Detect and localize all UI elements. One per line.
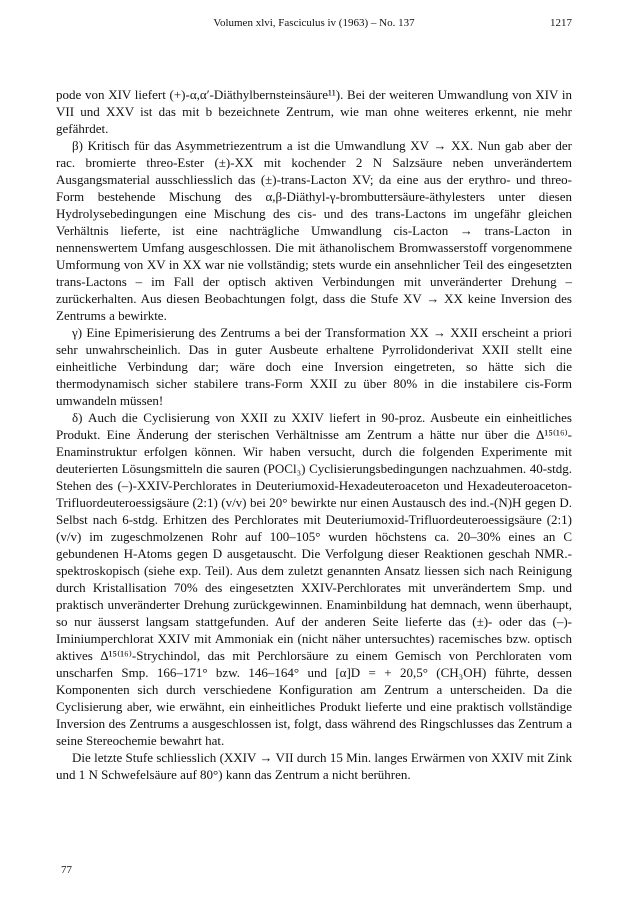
signature-mark: 77 xyxy=(61,864,72,876)
paragraph-gamma: γ) Eine Epimerisierung des Zentrums a bei der Transformation XX → XXII erscheint a priori sehr unwahrscheinlich. Das in guter Ausbeute erhaltene Pyrrolidonderivat XXII stellt eine einheitliche Verbindung dar; wäre doch eine Inversion eingetreten, so hätte sich die thermodynamisch sicher stabilere trans-Form XXII zu über 80% in die instabilere cis-Form umwandeln müssen! xyxy=(56,325,572,408)
paragraph-final-step: Die letzte Stufe schliesslich (XXIV → VII durch 15 Min. langes Erwärmen von XXIV mit Zink und 1 N Schwefelsäure auf 80°) kann das Zentrum a nicht berühren. xyxy=(56,750,572,782)
page-number: 1217 xyxy=(550,17,572,29)
paragraph-beta: β) Kritisch für das Asymmetriezentrum a ist die Umwandlung XV → XX. Nun gab aber der rac. bromierte threo-Ester (±)-XX mit kochender 2 N Salzsäure neben unverändertem Ausgangsmaterial ausschliesslich das (±)-trans-Lacton XV; da eine aus der erythro- und threo-Form bestehende Mischung des α,β-Diäthyl-γ-brombuttersäure-äthylesters unter diesen Hydrolysebedingungen eine Mischung des cis- und des trans-Lactons im ungefähr gleichen Verhältnis lieferte, ist eine nachträgliche Umwandlung cis-Lacton → trans-Lacton in nennenswertem Umfang ausgeschlossen. Die mit äthanolischem Bromwasserstoff vorgenommene Umformung von XV in XX war nie vollständig; stets wurde ein ansehnlicher Teil des eingesetzten trans-Lactons – im Fall der optisch aktiven Verbindungen mit unveränderter Drehung – zurückerhalten. Aus diesen Beobachtungen folgt, dass die Stufe XV → XX keine Inversion des Zentrums a bewirkte. xyxy=(56,138,572,323)
paragraph-delta: δ) Auch die Cyclisierung von XXII zu XXIV liefert in 90-proz. Ausbeute ein einheitliches Produkt. Eine Änderung der sterischen Verhältnisse am Zentrum a hätte nur über die Δ¹⁵⁽¹⁶⁾-Enaminstruktur erfolgen können. Wir haben versucht, durch die folgenden Experimente mit deuterierten Lösungsmitteln die sauren (POCl₃) Cyclisierungsbedingungen nachzuahmen. 40-stdg. Stehen des (–)-XXIV-Perchlorates in Deuteriumoxid-Hexadeuteroaceton und Hexadeuteroaceton-Trifluordeuteroessigsäure (2:1) (v/v) bei 20° bewirkte nur einen Austausch des ind.-(N)H gegen D. Selbst nach 6-stdg. Erhitzen des Perchlorates mit Deuteriumoxid-Trifluordeuteroessigsäure (2:1) (v/v) im zugeschmolzenen Rohr auf 100–105° wurden höchstens ca. 20–30% eines an C gebundenen H-Atoms gegen D ausgetauscht. Die Verfolgung dieser Reaktionen geschah NMR.-spektroskopisch (siehe exp. Teil). Aus dem zuletzt genannten Ansatz liessen sich nach Reinigung durch Kristallisation 70% des eingesetzten XXIV-Perchlorates mit unverändertem Smp. und praktisch unveränderter Drehung zurückgewinnen. Enaminbildung hat demnach, wenn überhaupt, so nur äusserst langsam stattgefunden. Auf der anderen Seite lieferte das (±)- oder das (–)-Iminiumperchlorat XXIV mit Ammoniak ein (nicht näher untersuchtes) racemisches bzw. optisch aktives Δ¹⁵⁽¹⁶⁾-Strychindol, das mit Perchlorsäure zu einem Gemisch von Perchloraten vom unscharfen Smp. 166–171° bzw. 146–164° und [α]D = + 20,5° (CH₃OH) führte, dessen Komponenten sich durch verschiedene Konfiguration am Zentrum a unterscheiden. Da die Cyclisierung aber, wie erwähnt, ein einheitliches Produkt lieferte und eine praktisch vollständige Inversion des Zentrums a ausgeschlossen ist, folgt, dass während des Ringschlusses das Zentrum a seine Stereochemie bewahrt hat. xyxy=(56,410,572,748)
body-text xyxy=(56,86,572,783)
paragraph-continuation: pode von XIV liefert (+)-α,α′-Diäthylbernsteinsäure¹¹). Bei der weiteren Umwandlung von XIV in VII und XXV ist das mit b bezeichnete Zentrum, wie man ohne weiteres erkennt, nie mehr gefährdet. xyxy=(56,87,572,136)
running-title: Volumen xlvi, Fasciculus iv (1963) – No. 137 xyxy=(213,17,415,29)
running-header xyxy=(56,17,572,33)
